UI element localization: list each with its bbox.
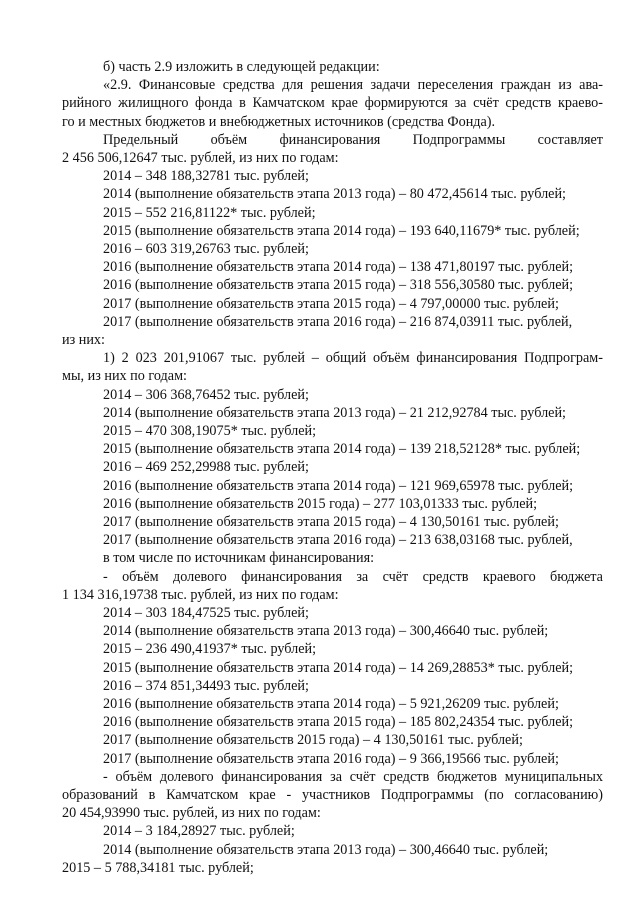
- text-word: Предельный: [103, 131, 179, 148]
- text-line: 2017 (выполнение обязательств 2015 года) – 4 130,50161 тыс. рублей;: [103, 732, 523, 749]
- text-line: 2014 (выполнение обязательств этапа 2013 года) – 300,46640 тыс. рублей;: [103, 841, 549, 858]
- text-word: Подпрограммы: [412, 131, 506, 148]
- text-line: - объём долевого финансирования за счёт средств бюджетов муниципальных: [103, 768, 603, 785]
- text-line: 2017 (выполнение обязательств этапа 2015 года) – 4 130,50161 тыс. рублей;: [103, 514, 559, 530]
- text-line: из них:: [62, 332, 105, 348]
- text-line: 2015 – 236 490,41937* тыс. рублей;: [103, 641, 317, 658]
- text-line: 1 134 316,19738 тыс. рублей, из них по годам:: [62, 586, 339, 603]
- text-line: 2016 – 374 851,34493 тыс. рублей;: [103, 677, 309, 694]
- text-word: объём: [210, 131, 248, 148]
- text-line: рийного жилищного фонда в Камчатском крае формируются за счёт средств краево-: [62, 95, 603, 112]
- text-line: 2016 (выполнение обязательств этапа 2015 года) – 318 556,30580 тыс. рублей;: [103, 277, 574, 294]
- text-line: 2017 (выполнение обязательств этапа 2016 года) – 216 874,03911 тыс. рублей,: [103, 313, 573, 330]
- text-line: 2017 (выполнение обязательств этапа 2016 года) – 9 366,19566 тыс. рублей;: [103, 750, 559, 767]
- text-word: финансирования: [241, 568, 342, 585]
- text-word: бюджета: [550, 568, 603, 585]
- text-line: образований в Камчатском крае - участников Подпрограммы (по согласованию): [62, 787, 603, 803]
- text-line: 2014 (выполнение обязательств этапа 2013 года) – 300,46640 тыс. рублей;: [103, 623, 549, 640]
- text-word: -: [103, 568, 108, 585]
- text-line: мы, из них по годам:: [62, 368, 187, 385]
- text-line: 2014 (выполнение обязательств этапа 2013 года) – 80 472,45614 тыс. рублей;: [103, 186, 566, 203]
- text-line: 2016 (выполнение обязательств этапа 2014 года) – 5 921,26209 тыс. рублей;: [103, 696, 559, 712]
- text-line: го и местных бюджетов и внебюджетных источников (средства Фонда).: [62, 113, 496, 130]
- text-word: составляет: [537, 131, 603, 148]
- text-word: объём: [122, 568, 159, 585]
- text-word: долевого: [173, 568, 227, 585]
- text-word: средств: [422, 568, 469, 585]
- text-line: 2016 (выполнение обязательств этапа 2014 года) – 138 471,80197 тыс. рублей;: [103, 259, 574, 276]
- text-line: 2014 – 3 184,28927 тыс. рублей;: [103, 823, 295, 840]
- text-line: в том числе по источникам финансирования:: [103, 550, 375, 567]
- text-line: 2015 (выполнение обязательств этапа 2014 года) – 14 269,28853* тыс. рублей;: [103, 659, 574, 676]
- text-line: 1) 2 023 201,91067 тыс. рублей – общий объём финансирования Подпрограм-: [103, 350, 603, 367]
- text-line: 2016 – 469 252,29988 тыс. рублей;: [103, 459, 309, 476]
- text-line: 2014 – 306 368,76452 тыс. рублей;: [103, 386, 309, 403]
- text-line: 2017 (выполнение обязательств этапа 2016 года) – 213 638,03168 тыс. рублей,: [103, 532, 573, 549]
- text-line: 2016 (выполнение обязательств этапа 2014 года) – 121 969,65978 тыс. рублей;: [103, 477, 574, 494]
- text-word: финансирования: [279, 131, 381, 148]
- text-word: краевого: [482, 568, 536, 585]
- text-line: 2014 – 348 188,32781 тыс. рублей;: [103, 168, 309, 185]
- text-word: счёт: [382, 568, 409, 585]
- text-line: 2014 (выполнение обязательств этапа 2013 года) – 21 212,92784 тыс. рублей;: [103, 404, 566, 421]
- text-line: 2015 (выполнение обязательств этапа 2014 года) – 193 640,11679* тыс. рублей;: [103, 222, 580, 239]
- justified-text-line: [103, 132, 603, 149]
- text-line: «2.9. Финансовые средства для решения задачи переселения граждан из ава-: [103, 77, 603, 94]
- text-line: 2016 (выполнение обязательств 2015 года) – 277 103,01333 тыс. рублей;: [103, 495, 538, 512]
- text-line: б) часть 2.9 изложить в следующей редакции:: [103, 59, 380, 75]
- text-line: 2017 (выполнение обязательств этапа 2015 года) – 4 797,00000 тыс. рублей;: [103, 295, 559, 312]
- text-line: 2015 – 552 216,81122* тыс. рублей;: [103, 204, 316, 221]
- justified-text-line: [103, 569, 603, 586]
- text-word: за: [356, 568, 369, 585]
- text-line: 2015 – 470 308,19075* тыс. рублей;: [103, 423, 317, 439]
- text-line: 2015 (выполнение обязательств этапа 2014 года) – 139 218,52128* тыс. рублей;: [103, 441, 581, 458]
- text-line: 2 456 506,12647 тыс. рублей, из них по годам:: [62, 150, 339, 166]
- text-line: 2015 – 5 788,34181 тыс. рублей;: [62, 859, 254, 876]
- text-line: 2014 – 303 184,47525 тыс. рублей;: [103, 605, 309, 621]
- text-line: 20 454,93990 тыс. рублей, из них по годам:: [62, 805, 321, 822]
- text-line: 2016 (выполнение обязательств этапа 2015 года) – 185 802,24354 тыс. рублей;: [103, 714, 574, 731]
- text-line: 2016 – 603 319,26763 тыс. рублей;: [103, 241, 309, 257]
